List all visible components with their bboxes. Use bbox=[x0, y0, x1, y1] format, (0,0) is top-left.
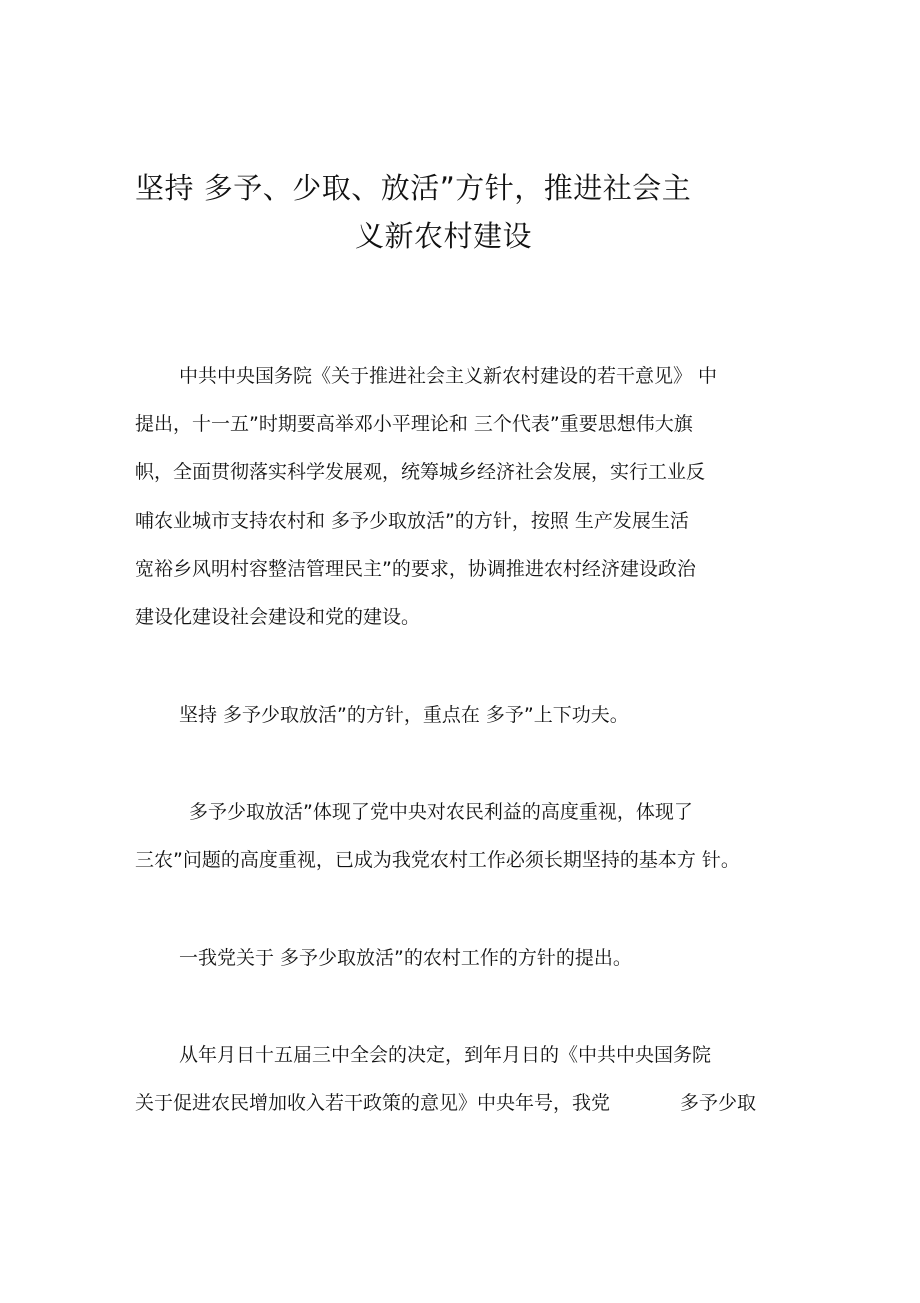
paragraph-5-line-2-tail: 多予少取 bbox=[680, 1092, 757, 1114]
document-title-line-1: 坚持 多予、少取、放活”方针，推进社会主 bbox=[135, 171, 692, 205]
document-title-line-2: 义新农村建设 bbox=[355, 219, 533, 253]
paragraph-1-line-2: 提出，十一五”时期要高举邓小平理论和 三个代表”重要思想伟大旗 bbox=[135, 413, 693, 435]
paragraph-1-line-4: 哺农业城市支持农村和 多予少取放活”的方针，按照 生产发展生活 bbox=[135, 510, 689, 532]
paragraph-4-line-1: 一我党关于 多予少取放活”的农村工作的方针的提出。 bbox=[179, 947, 632, 969]
paragraph-3-line-2: 三农”问题的高度重视，已成为我党农村工作必须长期坚持的基本方 针。 bbox=[135, 849, 740, 871]
paragraph-5-line-1: 从年月日十五届三中全会的决定，到年月日的《中共中央国务院 bbox=[179, 1044, 712, 1066]
paragraph-3-line-1: 多予少取放活”体现了党中央对农民利益的高度重视，体现了 bbox=[189, 801, 693, 823]
paragraph-1-line-5: 宽裕乡风明村容整洁管理民主”的要求，协调推进农村经济建设政治 bbox=[135, 558, 696, 580]
paragraph-2-line-1: 坚持 多予少取放活”的方针，重点在 多予”上下功夫。 bbox=[179, 704, 629, 726]
paragraph-1-line-1: 中共中央国务院《关于推进社会主义新农村建设的若干意见》 中 bbox=[179, 365, 718, 387]
paragraph-1-line-6: 建设化建设社会建设和党的建设。 bbox=[135, 606, 421, 628]
paragraph-1-line-3: 帜，全面贯彻落实科学发展观，统筹城乡经济社会发展，实行工业反 bbox=[135, 461, 706, 483]
paragraph-5-line-2: 关于促进农民增加收入若干政策的意见》中央年号，我党 bbox=[135, 1092, 611, 1114]
